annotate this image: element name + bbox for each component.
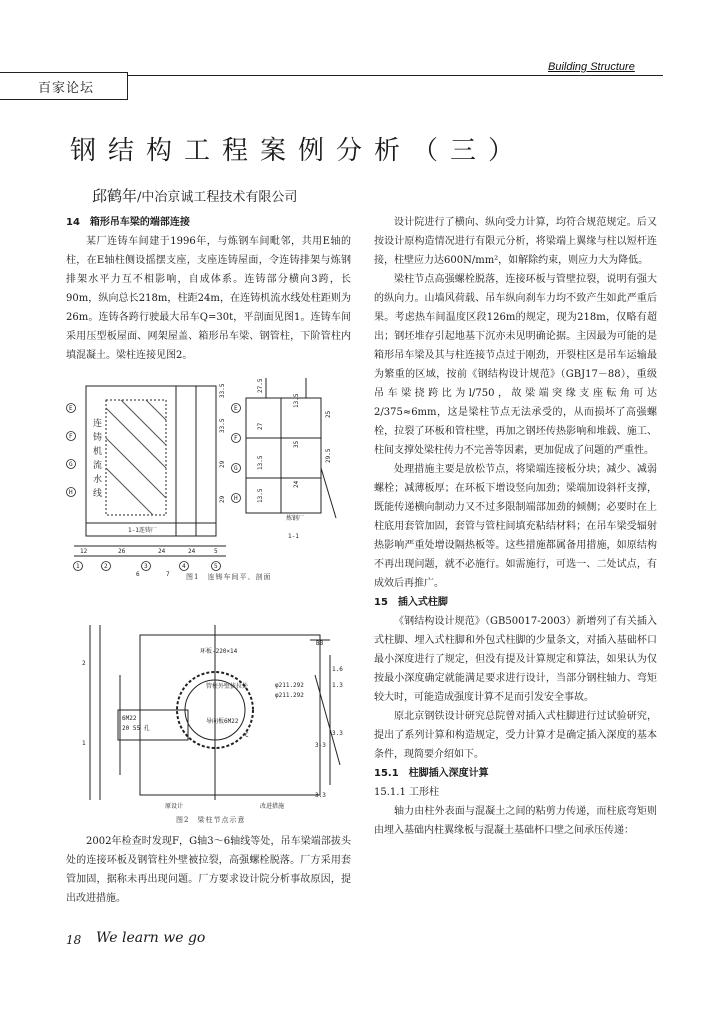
col-dim: 29.5 bbox=[325, 448, 332, 463]
axis-letter: G bbox=[234, 465, 238, 472]
axis-letter: H bbox=[234, 495, 238, 502]
figure-1-caption: 图1 连铸车间平、剖面 bbox=[186, 573, 272, 581]
fill-char: 机 bbox=[93, 447, 103, 457]
side-label: 3.3 bbox=[332, 730, 343, 737]
axis-letter: F bbox=[69, 433, 73, 440]
fill-char: 连 bbox=[93, 419, 103, 429]
col-dim: 25 bbox=[325, 410, 332, 418]
axis-letter: E bbox=[69, 405, 73, 412]
col-label: C bbox=[245, 732, 249, 739]
col-dim: 13.5 bbox=[293, 393, 300, 408]
dim-e-label: 1.3 bbox=[332, 682, 343, 689]
left-column-top bbox=[66, 213, 351, 365]
fill-char: 线 bbox=[93, 489, 103, 499]
section-heading-15-1: 15.1 柱脚插入深度计算 bbox=[374, 768, 489, 779]
col-dim: 24 bbox=[293, 480, 300, 488]
right-paragraph-2: 梁柱节点高强螺栓脱落，连接环板与管壁拉裂，说明有强大的纵向力。山墙风荷载、吊车纵向刹车力均不致产生如此严重后果。考虑热车间温度区段126m的规定，现为218m，仅略有超出；钢坯堆存引起地基下沉亦未见明确论据。主因最为可能的是箱形吊车梁及其与柱连接节点过于刚劲，开裂柱区是吊车运输最为繁重的区域，按前《钢结构设计规范》（GBJ17－88），重级吊车梁挠跨比为l/750，故梁端突缘支座転角可达2/375≈6mm，这是梁柱节点无法承受的，从而损坏了高强螺栓，拉裂了环板和管柱壁，再加之钢坯传热影响和堆载、施工、柱间支撑处梁柱传力不完善等因素，更加促成了问题的严重性。 bbox=[374, 274, 657, 456]
right-paragraph-3: 处理措施主要是放松节点，将梁端连接板分块；减少、减弱螺栓；减薄板厚；在环板下增设竖向加劲；梁端加设斜杆支撑，既能传递横向制动力又不过多限制端部加劲的倾侧；必要时在上柱底用套管加固，套管与管柱间填充粘结材料；在吊车梁受辐射热影响严重处增设隔热板等。这些措施都属备用措施，如原结构不再出现问题，就不必施行。如需施行，可选一、二处试点，有成效后再推广。 bbox=[374, 464, 657, 589]
left-paragraph-2: 2002年检查时发现F，G轴3～6轴线等处，吊车梁端部拔头处的连接环板及钢管柱外壁被拉裂，高强螺栓脱落。厂方采用套管加固，据称未再出现问题。厂方要求设计院分析事故原因，提出改进措施。 bbox=[66, 836, 351, 904]
span-dim: 24 bbox=[188, 548, 196, 555]
col-dim: 13.5 bbox=[257, 455, 264, 470]
author-name: 邱鹤年 bbox=[92, 187, 138, 205]
row-number: 4 bbox=[182, 563, 186, 570]
ring-dim-label: φ211.292 bbox=[275, 682, 304, 689]
row-number: 1 bbox=[76, 563, 80, 570]
top-label: BB bbox=[316, 640, 324, 647]
row-number: 6 bbox=[136, 571, 140, 578]
section-tab bbox=[0, 72, 128, 100]
right-paragraph-4: 《钢结构设计规范》（GB50017-2003）新增列了有关插入式柱脚、埋入式柱脚和外包式柱脚的少量条文，对插入基础杯口最小深度进行了规定，但没有提及计算规定和算法，如果认为仅按最小深度确定就能满足要求进行设计，当部分钢柱轴力、弯矩较大时，可能造成强度计算不足而引发安全事故。 bbox=[374, 616, 657, 703]
span-dim: 5 bbox=[214, 548, 218, 555]
figure-1-drawing bbox=[66, 378, 356, 578]
left-column-bottom bbox=[66, 832, 351, 908]
span-dim: 26 bbox=[118, 548, 126, 555]
section-heading-15: 15 插入式柱脚 bbox=[374, 597, 448, 608]
section-label: 1-1 bbox=[288, 533, 299, 540]
row-number: 3 bbox=[144, 563, 148, 570]
dim-a-label: 3.3 bbox=[315, 792, 326, 799]
axis-letter: F bbox=[234, 435, 238, 442]
left-paragraph-1: 某厂连铸车间建于1996年，与炼钢车间毗邻，共用E轴的柱，在E轴柱侧设摇摆支座，支座连铸屋面，令连铸排架与炼钢排架水平力互不相影响，自成体系。连铸部分横向3跨，长90m，纵向总长218m，柱距24m，在连铸机流水线处柱距则为26m。连铸各跨行驶最大吊车Q=30t，平剖面见图1。连铸车间采用压型板屋面、网架屋盖、箱形吊车梁、钢管柱，下阶管柱内填混凝土。梁柱连接见图2。 bbox=[66, 236, 351, 361]
fill-char: 流 bbox=[93, 461, 103, 471]
plan-box bbox=[140, 635, 320, 795]
plan-label: 1-1连铸厂 bbox=[128, 527, 157, 534]
axis-letter: G bbox=[69, 461, 73, 468]
stiffener-label: 导向板6M22 bbox=[206, 718, 239, 725]
thickness-label: 1.6 bbox=[332, 666, 343, 673]
right-paragraph-6: 轴力由柱外表面与混凝土之间的粘剪力传递，而柱底弯矩则由埋入基础内柱翼缘板与混凝土基础杯口壁之间承压传递： bbox=[374, 806, 657, 836]
outer-ring-label: 管柱外壁拔拉处 bbox=[206, 683, 249, 690]
col-dim: 33.5 bbox=[219, 383, 226, 398]
boxed-label: 炼钢厂 bbox=[286, 515, 305, 522]
author-affiliation: /中冶京诚工程技术有限公司 bbox=[137, 190, 298, 205]
span-dim: 24 bbox=[158, 548, 166, 555]
slot-label: 20 55 孔 bbox=[122, 725, 150, 732]
col-dim: 27 bbox=[257, 422, 264, 430]
ring-plate-label: 环板-220×14 bbox=[200, 648, 238, 655]
row-number: 2 bbox=[104, 563, 108, 570]
right-paragraph-1: 设计院进行了横向、纵向受力计算，均符合规范规定。后又按设计原构造情况进行有限元分析，将梁端上翼缘与柱以短杆连接，柱壁应力达600N/mm²，如解除约束，则应力大为降低。 bbox=[374, 217, 657, 266]
author-line bbox=[92, 185, 297, 206]
axis-letter: E bbox=[234, 405, 238, 412]
dim-c-label: 1 bbox=[82, 740, 86, 747]
col-dim: 27.5 bbox=[257, 378, 264, 393]
bottom-right-label: 改进措施 bbox=[260, 803, 285, 810]
fill-char: 水 bbox=[93, 475, 103, 485]
row-number: 5 bbox=[214, 563, 218, 570]
subsection-15-1-1: 15.1.1 工形柱 bbox=[374, 787, 439, 798]
col-dim: 35 bbox=[293, 440, 300, 448]
axis-letter: H bbox=[69, 489, 73, 496]
figure-2-caption: 图2 梁柱节点示意 bbox=[176, 816, 246, 824]
journal-name: Building Structure bbox=[548, 61, 635, 73]
footer-motto: We learn we go bbox=[96, 930, 206, 946]
figure-2-drawing bbox=[80, 615, 355, 815]
bolt-label: 6M22 bbox=[122, 715, 137, 722]
dim-d-label: 3-3 bbox=[315, 742, 326, 749]
section-label: 百家论坛 bbox=[38, 81, 95, 96]
section-heading-14: 14 箱形吊车梁的端部连接 bbox=[66, 217, 190, 228]
page-title: 钢结构工程案例分析（三） bbox=[70, 136, 527, 166]
bottom-left-label: 原设计 bbox=[165, 803, 184, 810]
dim-b-label: 2 bbox=[82, 660, 86, 667]
col-dim: 29 bbox=[219, 460, 226, 468]
span-dim: 12 bbox=[80, 548, 88, 555]
col-dim: 29 bbox=[219, 495, 226, 503]
col-dim: 33.5 bbox=[219, 418, 226, 433]
right-column bbox=[374, 213, 657, 840]
right-paragraph-5: 原北京钢铁设计研究总院曾对插入式柱脚进行过试验研究，提出了系列计算和构造规定，受力计算才是确定插入深度的基本条件，现简要介绍如下。 bbox=[374, 711, 657, 760]
row-number: 7 bbox=[166, 571, 170, 578]
ring-dim-label-2: φ211.292 bbox=[275, 692, 304, 699]
col-dim: 13.5 bbox=[257, 488, 264, 503]
fill-char: 铸 bbox=[93, 433, 103, 443]
page-number: 18 bbox=[66, 933, 82, 947]
